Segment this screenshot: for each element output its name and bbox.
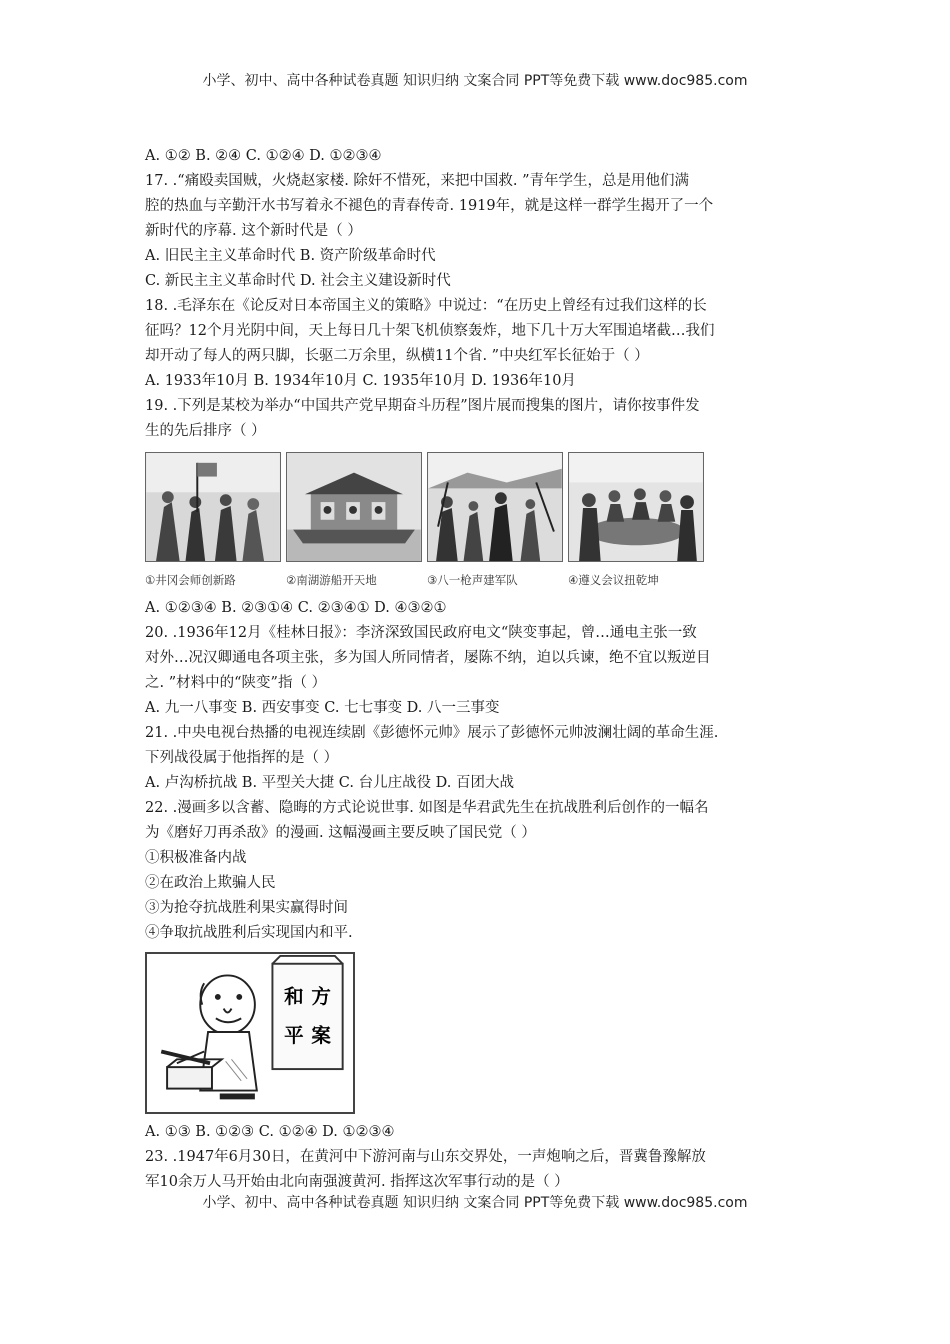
sharpen-knife-cartoon	[145, 952, 355, 1114]
photo-caption: ②南湖游船开天地	[286, 573, 377, 587]
text-line: 征吗？12个月光阴中间，天上每日几十架飞机侦察轰炸，地下几十万大军围追堵截…我们	[145, 323, 715, 339]
text-line: 17. .“痛殴卖国贼，火烧赵家楼. 除奸不惜死，来把中国救. ”青年学生，总是用他们满	[145, 173, 690, 189]
photo-caption: ③八一枪声建军队	[427, 573, 518, 587]
text-line: 新时代的序幕. 这个新时代是（ ）	[145, 223, 362, 239]
text-line: A. 卢沟桥抗战 B. 平型关大捷 C. 台儿庄战役 D. 百团大战	[145, 775, 515, 791]
question-block-top	[145, 144, 825, 444]
text-line: C. 新民主主义革命时代 D. 社会主义建设新时代	[145, 273, 451, 289]
text-line: A. 旧民主主义革命时代 B. 资产阶级革命时代	[145, 248, 436, 264]
text-line: ①积极准备内战	[145, 850, 247, 866]
text-line: A. 1933年10月 B. 1934年10月 C. 1935年10月 D. 1936年10月	[145, 373, 576, 389]
text-line: A. ①② B. ②④ C. ①②④ D. ①②③④	[145, 148, 382, 164]
text-line: 18. .毛泽东在《论反对日本帝国主义的策略》中说过：“在历史上曾经有过我们这样的长	[145, 298, 707, 314]
sign-char: 和	[284, 984, 304, 1008]
text-line: A. ①②③④ B. ②③①④ C. ②③④① D. ④③②①	[145, 600, 447, 616]
question-block-middle	[145, 596, 825, 946]
text-line: A. 九一八事变 B. 西安事变 C. 七七事变 D. 八一三事变	[145, 700, 500, 716]
text-line: ②在政治上欺骗人民	[145, 875, 276, 891]
photo-caption: ①井冈会师创新路	[145, 573, 236, 587]
text-line: 22. .漫画多以含蓄、隐晦的方式论说世事. 如图是华君武先生在抗战胜利后创作的一幅名	[145, 800, 709, 816]
text-line: 之. ”材料中的“陕变”指（ ）	[145, 675, 327, 691]
text-line: 19. .下列是某校为举办“中国共产党早期奋斗历程”图片展而搜集的图片，请你按事件发	[145, 398, 700, 414]
text-line: ③为抢夺抗战胜利果实赢得时间	[145, 900, 348, 916]
text-line: 20. .1936年12月《桂林日报》：李济深致国民政府电文“陕变事起，曾…通电主张一致	[145, 625, 697, 641]
text-line: A. ①③ B. ①②③ C. ①②④ D. ①②③④	[145, 1124, 395, 1140]
text-line: 为《磨好刀再杀敌》的漫画. 这幅漫画主要反映了国民党（ ）	[145, 825, 536, 841]
text-line: 腔的热血与辛勤汗水书写着永不褪色的青春传奇. 1919年，就是这样一群学生揭开了一个	[145, 198, 714, 214]
page-footer: 小学、初中、高中各种试卷真题 知识归纳 文案合同 PPT等免费下载 www.doc985.com	[202, 1195, 748, 1211]
history-photo-row	[145, 452, 825, 564]
photo-caption-row	[145, 568, 825, 590]
document-body	[145, 144, 825, 1195]
page-header: 小学、初中、高中各种试卷真题 知识归纳 文案合同 PPT等免费下载 www.doc985.com	[202, 73, 748, 89]
text-line: 下列战役属于他指挥的是（ ）	[145, 750, 339, 766]
text-line: ④争取抗战胜利后实现国内和平.	[145, 925, 353, 941]
text-line: 21. .中央电视台热播的电视连续剧《彭德怀元帅》展示了彭德怀元帅波澜壮阔的革命生涯.	[145, 725, 719, 741]
sign-char: 案	[311, 1023, 331, 1047]
text-line: 军10余万人马开始由北向南强渡黄河. 指挥这次军事行动的是（ ）	[145, 1174, 569, 1190]
text-line: 生的先后排序（ ）	[145, 423, 266, 439]
sign-char: 方	[311, 984, 331, 1008]
jinggang-meeting-photo	[145, 452, 281, 562]
nanchang-uprising-photo	[427, 452, 563, 562]
text-line: 23. .1947年6月30日，在黄河中下游河南与山东交界处，一声炮响之后，晋冀鲁豫解放	[145, 1149, 706, 1165]
nanhu-boat-photo	[286, 452, 422, 562]
text-line: 对外…况汉卿通电各项主张，多为国人所同情者，屡陈不纳，迫以兵谏，绝不宜以叛逆目	[145, 650, 711, 666]
photo-caption: ④遵义会议扭乾坤	[568, 573, 659, 587]
question-block-bottom	[145, 1120, 825, 1195]
sign-char: 平	[284, 1023, 304, 1047]
text-line: 却开动了每人的两只脚，长驱二万余里，纵横11个省. ”中央红军长征始于（ ）	[145, 348, 649, 364]
zunyi-meeting-photo	[568, 452, 704, 562]
